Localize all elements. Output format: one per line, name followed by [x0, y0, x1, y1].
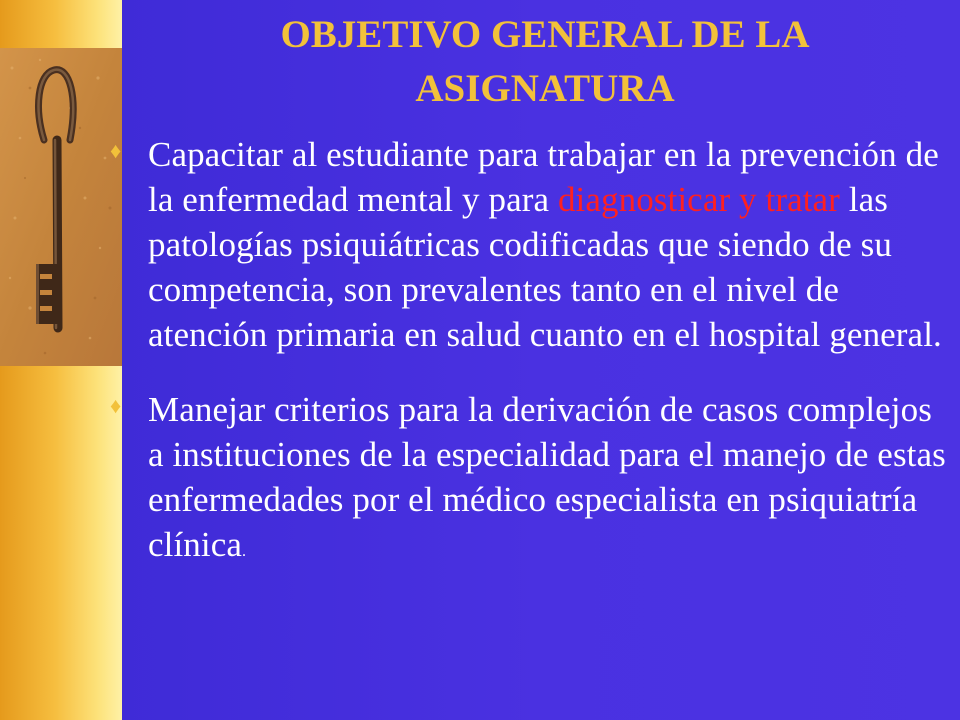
- diamond-bullet-icon: ♦: [110, 393, 122, 418]
- bullet-1-text-before: Capacitar al estudiante para trabajar en la prevención de la enfermedad mental y para: [148, 135, 939, 219]
- bullet-item-2: [106, 387, 956, 574]
- antique-key-photo: [0, 48, 122, 366]
- bullet-list: [106, 132, 956, 574]
- bullet-2-end: .: [241, 543, 247, 560]
- bullet-1-highlight: diagnosticar y tratar: [557, 180, 840, 219]
- diamond-bullet-icon: ♦: [110, 138, 122, 163]
- bullet-2-text: Manejar criterios para la derivación de casos complejos a instituciones de la especialidad para el manejo de estas enfermedades por el médico especialista en psiquiatría clínica: [148, 390, 946, 564]
- slide-title: OBJETIVO GENERAL DE LA ASIGNATURA: [280, 13, 810, 110]
- bullet-1-text-after: las patologías psiquiátricas codificadas que siendo de su competencia, son prevalentes tanto en el nivel de atención primaria en salud cuanto en el hospital general.: [148, 180, 942, 354]
- bullet-item-1: [106, 132, 956, 357]
